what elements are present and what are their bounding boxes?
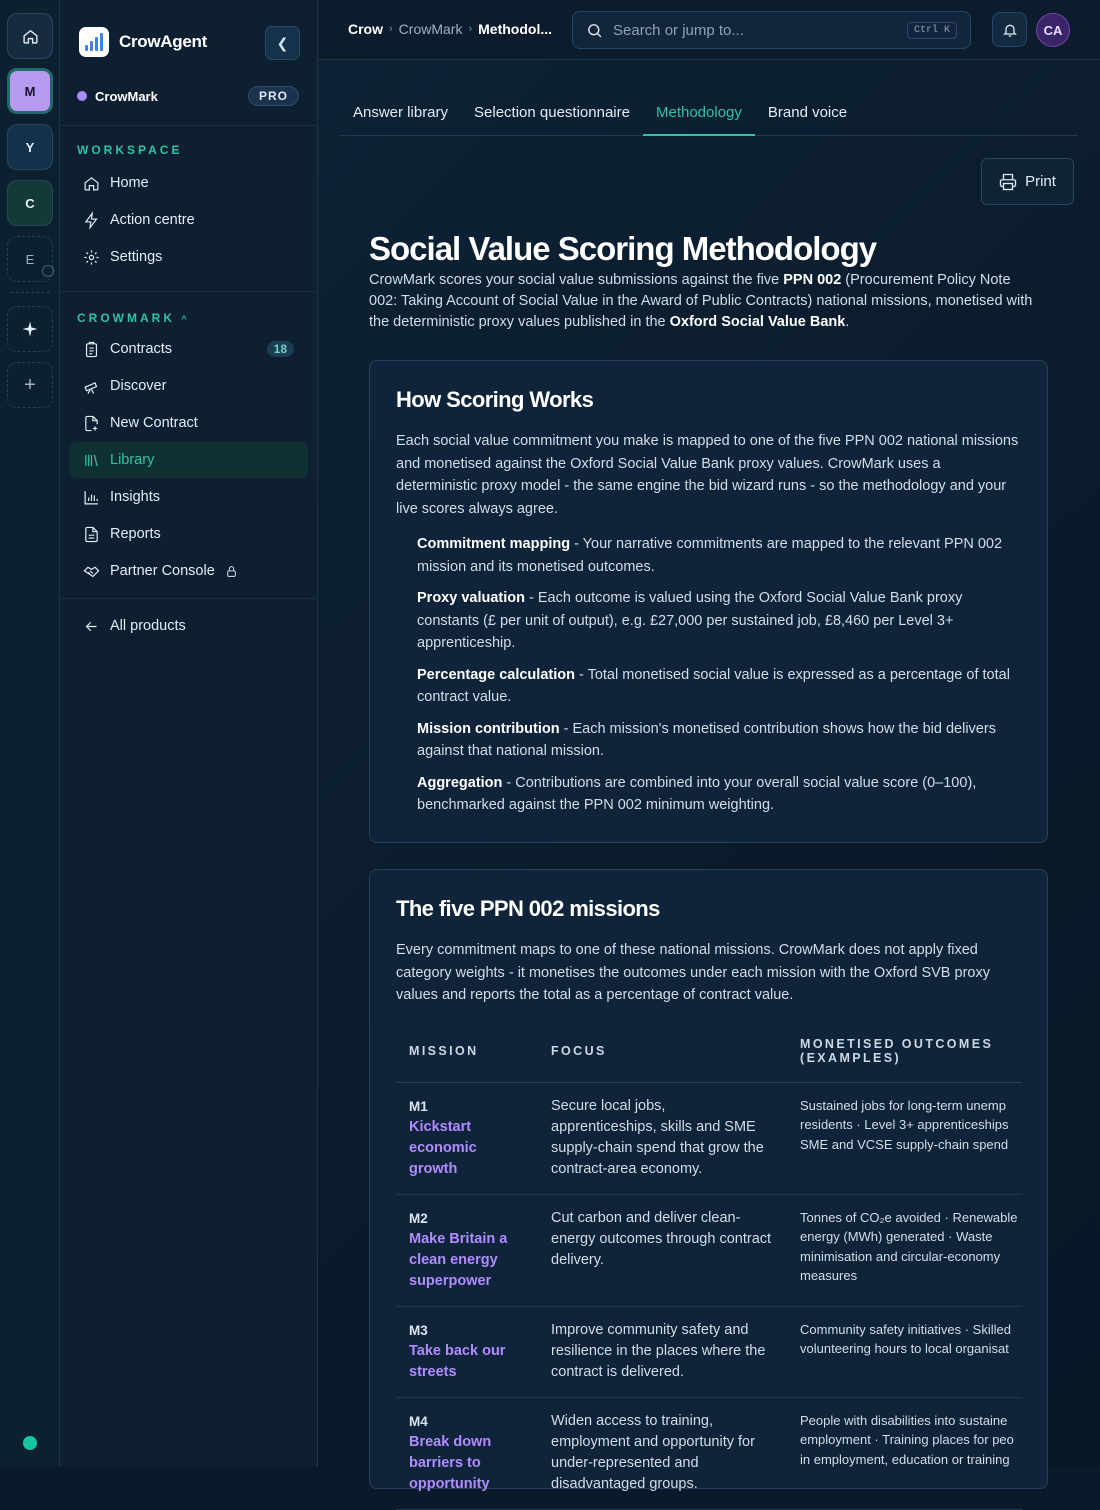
table-row [396, 1082, 1022, 1194]
avatar[interactable]: CA [1036, 13, 1070, 47]
step-text: - Each mission's monetised contribution shows how the bid delivers against that national mission. [417, 720, 996, 759]
all-products-link[interactable] [69, 608, 308, 644]
library-icon [83, 452, 100, 469]
outcome-line: Community safety initiatives · Skilled [800, 1321, 1011, 1337]
step-term: Mission contribution [417, 720, 560, 737]
bar-chart-icon [83, 489, 100, 506]
mission-cell [396, 1082, 538, 1194]
shortcut-hint: Ctrl K [907, 22, 957, 39]
mission-name: Make Britain a clean energy superpower [409, 1230, 508, 1289]
sidebar-item-label: New Contract [110, 415, 198, 431]
ai-assistant-button[interactable] [7, 306, 53, 352]
add-workspace-button[interactable] [7, 362, 53, 408]
brand-name: CrowAgent [119, 32, 207, 51]
mission-name: Take back our streets [409, 1342, 506, 1380]
mission-cell [396, 1397, 538, 1509]
step-term: Proxy valuation [417, 590, 525, 606]
column-header: FOCUS [538, 1030, 787, 1082]
print-label: Print [1025, 173, 1056, 190]
sidebar-divider [60, 125, 318, 126]
main-content [318, 60, 1100, 1492]
home-icon [22, 28, 39, 45]
workspace-y-button[interactable]: Y [7, 124, 53, 170]
workspace-m-button[interactable]: M [7, 68, 53, 114]
crowmark-heading-label: CROWMARK [77, 311, 175, 325]
workspace-badge-icon [42, 265, 54, 277]
outcome-line: energy (MWh) generated · Waste [800, 1229, 993, 1244]
new-document-icon [83, 415, 100, 432]
intro-text: (Procurement Policy Note 002: Taking Account of Social Value in the Award of Public Contracts) national missions, monetised with the deterministic proxy values published in the [369, 272, 1033, 330]
clipboard-icon [83, 341, 100, 358]
tab-bar [340, 90, 1078, 136]
mission-cell [396, 1194, 538, 1306]
step-term: Aggregation [417, 774, 503, 791]
sidebar-item-action-centre[interactable] [69, 202, 308, 238]
table-row [396, 1397, 1022, 1509]
document-icon [83, 526, 100, 543]
missions-heading: The five PPN 002 missions [396, 896, 660, 921]
lock-icon [225, 565, 238, 578]
scoring-step [417, 587, 1027, 655]
plan-badge: PRO [248, 86, 299, 106]
scoring-step [417, 718, 1027, 763]
outcome-line: measures [800, 1268, 858, 1283]
intro-text: CrowMark scores your social value submissions against the five [369, 272, 784, 288]
sidebar-item-settings[interactable] [69, 239, 308, 275]
scoring-step [417, 772, 1027, 817]
outcome-line: employment · Training places for peo [800, 1432, 1014, 1447]
rail-divider [10, 292, 50, 293]
step-text: - Each outcome is valued using the Oxford Social Value Bank proxy constants (£ per unit of output), e.g. £27,000 per sustained job, £8,460 per Level 3+ apprenticeship. [417, 590, 963, 651]
sidebar-item-label: Action centre [110, 212, 195, 228]
sidebar-item-reports[interactable] [69, 516, 308, 552]
step-term: Percentage calculation [417, 666, 575, 683]
printer-icon [999, 173, 1017, 191]
table-row [396, 1194, 1022, 1306]
focus-cell: Improve community safety and resilience in the places where the contract is delivered. [538, 1306, 787, 1397]
tenant-dot [77, 91, 87, 101]
mission-name: Kickstart economic growth [409, 1118, 477, 1177]
home-icon [83, 175, 100, 192]
arrow-left-icon [83, 618, 100, 635]
workspace-c-button[interactable]: C [7, 180, 53, 226]
status-dot [23, 1436, 37, 1450]
tab-brand-voice[interactable]: Brand voice [767, 104, 848, 121]
search-icon [586, 22, 603, 39]
breadcrumb-current: Methodol... [478, 21, 553, 37]
scoring-steps [417, 533, 1027, 826]
tenant-name: CrowMark [95, 88, 158, 104]
crowmark-heading[interactable] [77, 311, 190, 325]
outcome-line: in employment, education or training [800, 1451, 1010, 1467]
outcomes-cell [787, 1306, 1022, 1397]
plus-icon: + [24, 373, 36, 396]
column-header: MISSION [396, 1030, 538, 1082]
sidebar-item-home[interactable] [69, 165, 308, 201]
missions-card [369, 869, 1048, 1492]
intro-text: . [845, 314, 850, 330]
all-products-label: All products [110, 618, 186, 634]
tab-methodology[interactable]: Methodology [643, 90, 755, 136]
sparkle-icon [21, 320, 39, 338]
page-title: Social Value Scoring Methodology [369, 230, 877, 267]
sidebar-item-discover[interactable] [69, 368, 308, 404]
top-bar [318, 0, 1100, 60]
sidebar-item-insights[interactable] [69, 479, 308, 515]
handshake-icon [83, 563, 100, 580]
sidebar-item-library[interactable] [69, 442, 308, 478]
missions-body: Every commitment maps to one of these national missions. CrowMark does not apply fixed category weights - it monetises the outcomes under each mission with the Oxford SVB proxy values and reports the total as a percentage of contract value. [396, 942, 990, 1003]
sidebar-item-label: Partner Console [110, 563, 215, 579]
table-header-row [396, 1030, 1022, 1082]
chevron-right-icon: › [389, 23, 393, 35]
brand[interactable] [79, 27, 207, 57]
tab-selection-questionnaire[interactable]: Selection questionnaire [474, 104, 630, 121]
search-input[interactable] [613, 22, 893, 39]
scoring-step [417, 533, 1027, 578]
search-bar[interactable] [572, 11, 971, 49]
focus-cell: Cut carbon and deliver clean-energy outcomes through contract delivery. [538, 1194, 787, 1306]
sidebar-item-label: Reports [110, 526, 161, 542]
how-scoring-heading: How Scoring Works [396, 387, 594, 412]
chevron-left-icon: ❮ [276, 34, 289, 51]
mission-cell [396, 1306, 538, 1397]
home-rail-button[interactable] [7, 13, 53, 59]
how-scoring-body: Each social value commitment you make is mapped to one of the five PPN 002 national missions and monetised against the Oxford Social Value Bank proxy values. CrowMark uses a deterministic proxy model - the same engine the bid wizard runs - so the methodology and your live scores always agree. [396, 433, 1019, 517]
mission-code: M3 [409, 1322, 428, 1338]
outcome-line: minimisation and circular-economy [800, 1248, 1001, 1264]
outcome-line: Tonnes of CO₂e avoided · Renewable [800, 1209, 1018, 1225]
focus-cell: Secure local jobs, apprenticeships, skills and SME supply-chain spend that grow the contract-area economy. [538, 1082, 787, 1194]
sidebar-item-contracts[interactable] [69, 331, 308, 367]
workspace-heading: WORKSPACE [77, 143, 183, 157]
bell-icon [1002, 22, 1018, 38]
workspace-rail [0, 0, 60, 1467]
lightning-icon [83, 212, 100, 229]
breadcrumb [348, 21, 552, 37]
outcomes-cell [787, 1194, 1022, 1306]
sidebar-item-label: Contracts [110, 341, 173, 357]
outcome-line: residents · Level 3+ apprenticeships [800, 1117, 1009, 1132]
sidebar-item-label: Insights [110, 489, 160, 505]
mission-code: M4 [409, 1413, 428, 1429]
workspace-e-button[interactable] [7, 236, 53, 282]
outcome-line: volunteering hours to local organisat [800, 1341, 1009, 1356]
notifications-button[interactable] [992, 12, 1027, 47]
step-text: - Your narrative commitments are mapped to the relevant PPN 002 mission and its monetised outcomes. [417, 536, 1003, 575]
collapse-sidebar-button[interactable] [265, 26, 300, 60]
how-scoring-card [369, 360, 1048, 843]
step-text: - Total monetised social value is expressed as a percentage of total contract value. [417, 666, 1010, 705]
sidebar-item-label: Home [110, 175, 149, 191]
sidebar-item-label: Settings [110, 249, 163, 265]
intro-bold: Oxford Social Value Bank [669, 314, 846, 330]
telescope-icon [83, 378, 100, 395]
intro-paragraph [369, 270, 1041, 333]
sidebar-divider [60, 291, 318, 292]
contracts-count-badge: 18 [267, 341, 294, 357]
focus-cell: Widen access to training, employment and opportunity for under-represented and disadvantaged groups. [538, 1397, 787, 1509]
print-button[interactable] [981, 158, 1074, 205]
sidebar-item-label: Discover [110, 378, 167, 394]
outcomes-cell [787, 1082, 1022, 1194]
tab-answer-library[interactable]: Answer library [353, 104, 449, 121]
workspace-e-letter: E [25, 251, 35, 267]
outcome-line: People with disabilities into sustaine [800, 1412, 1008, 1428]
gear-icon [83, 249, 100, 266]
sidebar-item-new-contract[interactable] [69, 405, 308, 441]
outcomes-cell [787, 1397, 1022, 1509]
sidebar-divider [60, 598, 318, 599]
sidebar-item-partner-console[interactable] [69, 553, 308, 589]
table-row [396, 1306, 1022, 1397]
crowagent-logo-icon [79, 27, 109, 57]
chevron-up-icon: ^ [181, 314, 190, 324]
step-term: Commitment mapping [417, 536, 571, 552]
missions-table [396, 1030, 1022, 1510]
intro-bold: PPN 002 [783, 272, 842, 288]
outcome-line: Sustained jobs for long-term unemp [800, 1097, 1006, 1113]
step-text: - Contributions are combined into your overall social value score (0–100), benchmarked against the PPN 002 minimum weighting. [417, 774, 977, 813]
breadcrumb-item[interactable]: Crow [348, 21, 383, 37]
outcome-line: SME and VCSE supply-chain spend [800, 1136, 1009, 1152]
mission-code: M2 [409, 1210, 428, 1226]
chevron-right-icon: › [468, 23, 473, 35]
sidebar [60, 0, 318, 1467]
breadcrumb-item[interactable]: CrowMark [398, 21, 463, 37]
mission-name: Break down barriers to opportunity [409, 1433, 492, 1492]
scoring-step [417, 664, 1027, 709]
sidebar-item-label: Library [110, 452, 155, 468]
mission-code: M1 [409, 1098, 428, 1114]
tenant-switcher[interactable] [77, 86, 299, 106]
column-header: MONETISED OUTCOMES (EXAMPLES) [787, 1030, 1022, 1082]
